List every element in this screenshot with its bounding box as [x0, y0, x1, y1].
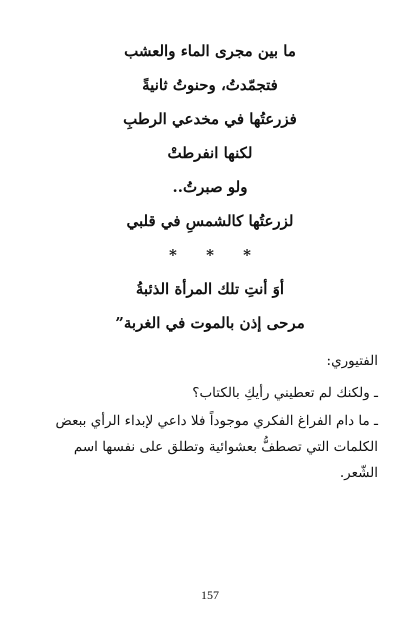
poem-line: لزرعتُها كالشمسِ في قلبي: [126, 212, 294, 230]
dialogue-question: ـ ولكنك لم تعطيني رأيكِ بالكتاب؟: [192, 385, 378, 401]
separator-star: *: [168, 246, 177, 264]
dialogue-block: [38, 348, 378, 488]
poem-closing-line: أوَ أنتِ تلك المرأة الذئبةُ: [135, 280, 285, 298]
poem-line: ما بين مجرى الماء والعشب: [124, 42, 296, 60]
section-separator: [60, 238, 360, 272]
separator-star: *: [206, 246, 214, 264]
dialogue-answer: ـ ما دام الفراغ الفكري موجوداً فلا داعي لإبداء الرأي ببعض الكلمات التي تصطفُّ بعشوائية وتطلق على نفسها اسم الشّعر.: [55, 413, 378, 481]
poem-line: لكنها انفرطتْ: [167, 144, 253, 162]
poem-closing-line: مرحى إذن بالموت في الغربة”: [115, 314, 305, 332]
speaker-label: الفتيوري:: [326, 353, 378, 369]
page-number: 157: [201, 588, 219, 602]
poem-block: [60, 34, 360, 340]
poem-line: فتجمّدتُ، وحنوتُ ثانيةً: [142, 76, 278, 94]
poem-line: ولو صبرتُ..: [172, 178, 248, 196]
poem-line: فزرعتُها في مخدعي الرطبِ: [123, 110, 297, 128]
separator-star: *: [243, 246, 252, 264]
